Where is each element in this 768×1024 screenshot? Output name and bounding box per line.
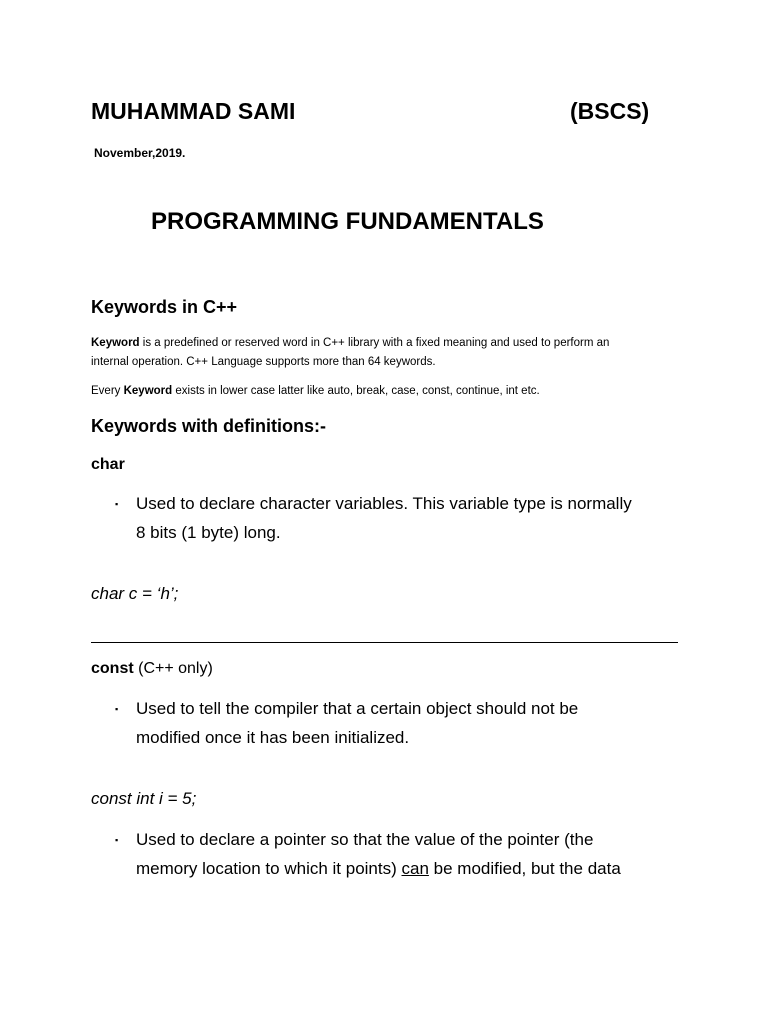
const-description-line1: Used to tell the compiler that a certain object should not be [136, 699, 579, 718]
intro-text: is a predefined or reserved word in C++ library with a fixed meaning and used to perform an [139, 337, 610, 349]
pointer-description-line1: Used to declare a pointer so that the value of the pointer (the [136, 830, 594, 849]
intro-text: exists in lower case latter like auto, break, case, const, continue, int etc. [172, 385, 540, 397]
char-description-line1: Used to declare character variables. This variable type is normally [136, 494, 632, 513]
horizontal-divider [91, 642, 678, 643]
keyword-char-heading: char [91, 456, 125, 473]
intro-text: Every [91, 385, 124, 397]
degree-label: (BSCS) [570, 98, 650, 124]
section-heading-keywords: Keywords in C++ [91, 297, 238, 317]
char-description-line2: 8 bits (1 byte) long. [136, 523, 281, 542]
const-description-line2: modified once it has been initialized. [136, 728, 410, 747]
pointer-text: be modified, but the data [428, 859, 621, 878]
intro-paragraph-2 [91, 382, 540, 401]
bullet-icon: ▪ [115, 835, 119, 845]
keyword-const-heading [91, 660, 213, 678]
char-example-code: char c = ‘h’; [91, 584, 179, 603]
keyword-const-term: const [91, 660, 134, 677]
intro-paragraph-line2: internal operation. C++ Language supports more than 64 keywords. [91, 356, 436, 368]
underlined-word: can [401, 859, 429, 878]
document-date: November,2019. [94, 146, 186, 160]
keyword-term: Keyword [123, 385, 173, 397]
pointer-text: memory location to which it points) [136, 859, 402, 878]
const-example-code: const int i = 5; [91, 789, 197, 808]
pointer-description-line2 [136, 854, 621, 883]
bullet-icon: ▪ [115, 704, 119, 714]
bullet-icon: ▪ [115, 499, 119, 509]
section-heading-definitions: Keywords with definitions:- [91, 416, 327, 436]
keyword-const-qualifier: (C++ only) [133, 660, 213, 677]
page-title: PROGRAMMING FUNDAMENTALS [151, 208, 544, 235]
intro-paragraph-line1 [91, 334, 609, 353]
keyword-term: Keyword [91, 337, 140, 349]
author-name: MUHAMMAD SAMI [91, 98, 296, 124]
